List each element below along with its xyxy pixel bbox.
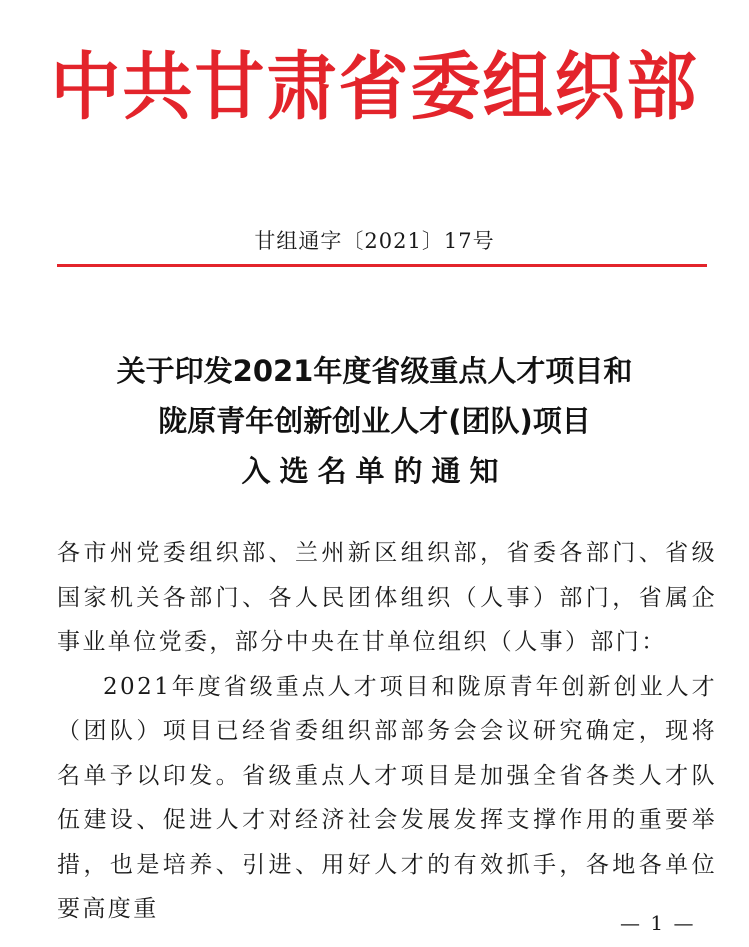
title-line-2: 陇原青年创新创业人才(团队)项目 xyxy=(158,404,591,438)
document-body xyxy=(57,531,717,932)
document-number: 甘组通字〔2021〕17号 xyxy=(254,229,495,253)
salutation-paragraph: 各市州党委组织部、兰州新区组织部，省委各部门、省级国家机关各部门、各人民团体组织（人事）部门，省属企事业单位党委，部分中央在甘单位组织（人事）部门： xyxy=(57,540,717,655)
title-line-3: 入选名单的通知 xyxy=(241,454,508,488)
red-divider-line xyxy=(57,264,707,267)
issuer-masthead: 中共甘肃省委组织部 xyxy=(50,43,699,131)
page-number: — 1 — xyxy=(620,911,696,935)
body-paragraph-1: 2021年度省级重点人才项目和陇原青年创新创业人才（团队）项目已经省委组织部部务会会议研究确定，现将名单予以印发。省级重点人才项目是加强全省各类人才队伍建设、促进人才对经济社会发展发挥支撑作用的重要举措，也是培养、引进、用好人才的有效抓手，各地各单位要高度重 xyxy=(57,673,717,922)
title-line-1: 关于印发2021年度省级重点人才项目和 xyxy=(116,354,633,388)
document-title xyxy=(0,346,749,496)
